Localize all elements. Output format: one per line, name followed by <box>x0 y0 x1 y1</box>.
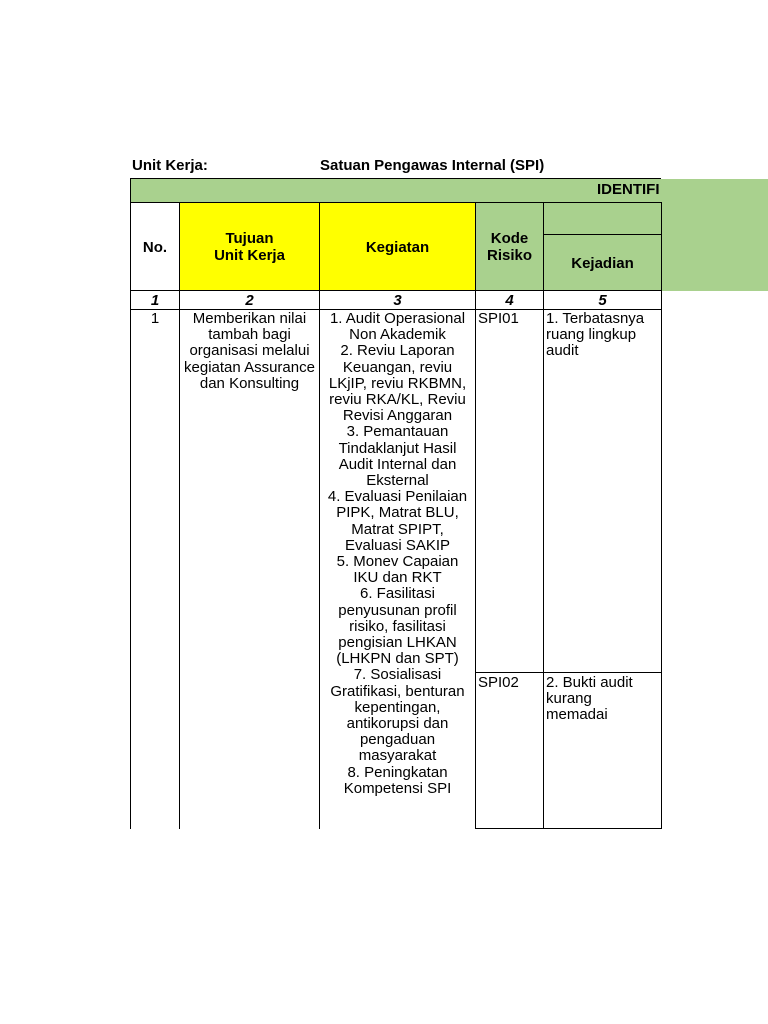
grid-top <box>130 178 661 179</box>
row-kegiatan: 1. Audit Operasional Non Akademik 2. Reviu Laporan Keuangan, reviu LKjIP, reviu RKBMN, reviu RKA/KL, Reviu Revisi Anggaran 3. Pemantauan Tindaklanjut Hasil Audit Internal dan Eksternal 4. Evaluasi Penilaian PIPK, Matrat BLU, Matrat SPIPT, Evaluasi SAKIP 5. Monev Capaian IKU dan RKT 6. Fasilitasi penyusunan profil risiko, fasilitasi pengisian LHKAN (LHKPN dan SPT) 7. Sosialisasi Gratifikasi, benturan kepentingan, antikorupsi dan pengaduan masyarakat 8. Peningkatan Kompetensi SPI <box>327 310 468 797</box>
grid-v-2 <box>319 202 320 829</box>
unit-kerja-label: Unit Kerja: <box>132 157 208 174</box>
col-number-3: 3 <box>393 291 402 309</box>
col-kegiatan-label: Kegiatan <box>365 238 430 256</box>
offpage-green-block <box>661 179 768 291</box>
col-tujuan-label: Tujuan Unit Kerja <box>214 230 285 264</box>
grid-v-3 <box>475 202 476 829</box>
risk-2-kode: SPI02 <box>478 674 519 691</box>
risk-1-kejadian: 1. Terbatasnya ruang lingkup audit <box>546 310 645 360</box>
col-no-header <box>131 203 179 291</box>
identification-band <box>131 179 661 202</box>
col-number-5: 5 <box>598 291 607 309</box>
risk-2-kejadian: 2. Bukti audit kurang memadai <box>546 674 633 724</box>
col-kejadian-header <box>544 235 661 291</box>
grid-v-5 <box>661 202 662 829</box>
col-kegiatan-header <box>320 203 475 291</box>
col-kejadian-group-header <box>544 203 661 234</box>
grid-header-bottom <box>130 290 661 291</box>
col-kode-label: Kode Risiko <box>486 230 532 264</box>
col-kode-header <box>476 203 543 291</box>
row-tujuan: Memberikan nilai tambah bagi organisasi melalui kegiatan Assurance dan Konsulting <box>184 310 315 392</box>
col-kejadian-label: Kejadian <box>571 254 634 272</box>
grid-risk-bottom <box>476 828 661 829</box>
grid-left <box>130 178 131 829</box>
band-title: IDENTIFI <box>597 181 660 198</box>
grid-v-4 <box>543 202 544 829</box>
grid-v-1 <box>179 202 180 829</box>
risk-1-kode: SPI01 <box>478 310 519 327</box>
grid-band-bottom <box>130 202 661 203</box>
row-no: 1 <box>150 310 160 327</box>
col-number-4: 4 <box>505 291 514 309</box>
grid-number-bottom <box>130 309 661 310</box>
grid-kejadian-sub <box>544 234 661 235</box>
col-tujuan-header <box>180 203 319 291</box>
grid-risk-divider <box>476 672 661 673</box>
col-number-2: 2 <box>245 291 254 309</box>
unit-kerja-value: Satuan Pengawas Internal (SPI) <box>320 157 545 174</box>
col-number-1: 1 <box>150 291 160 309</box>
col-no-label: No. <box>142 238 168 256</box>
